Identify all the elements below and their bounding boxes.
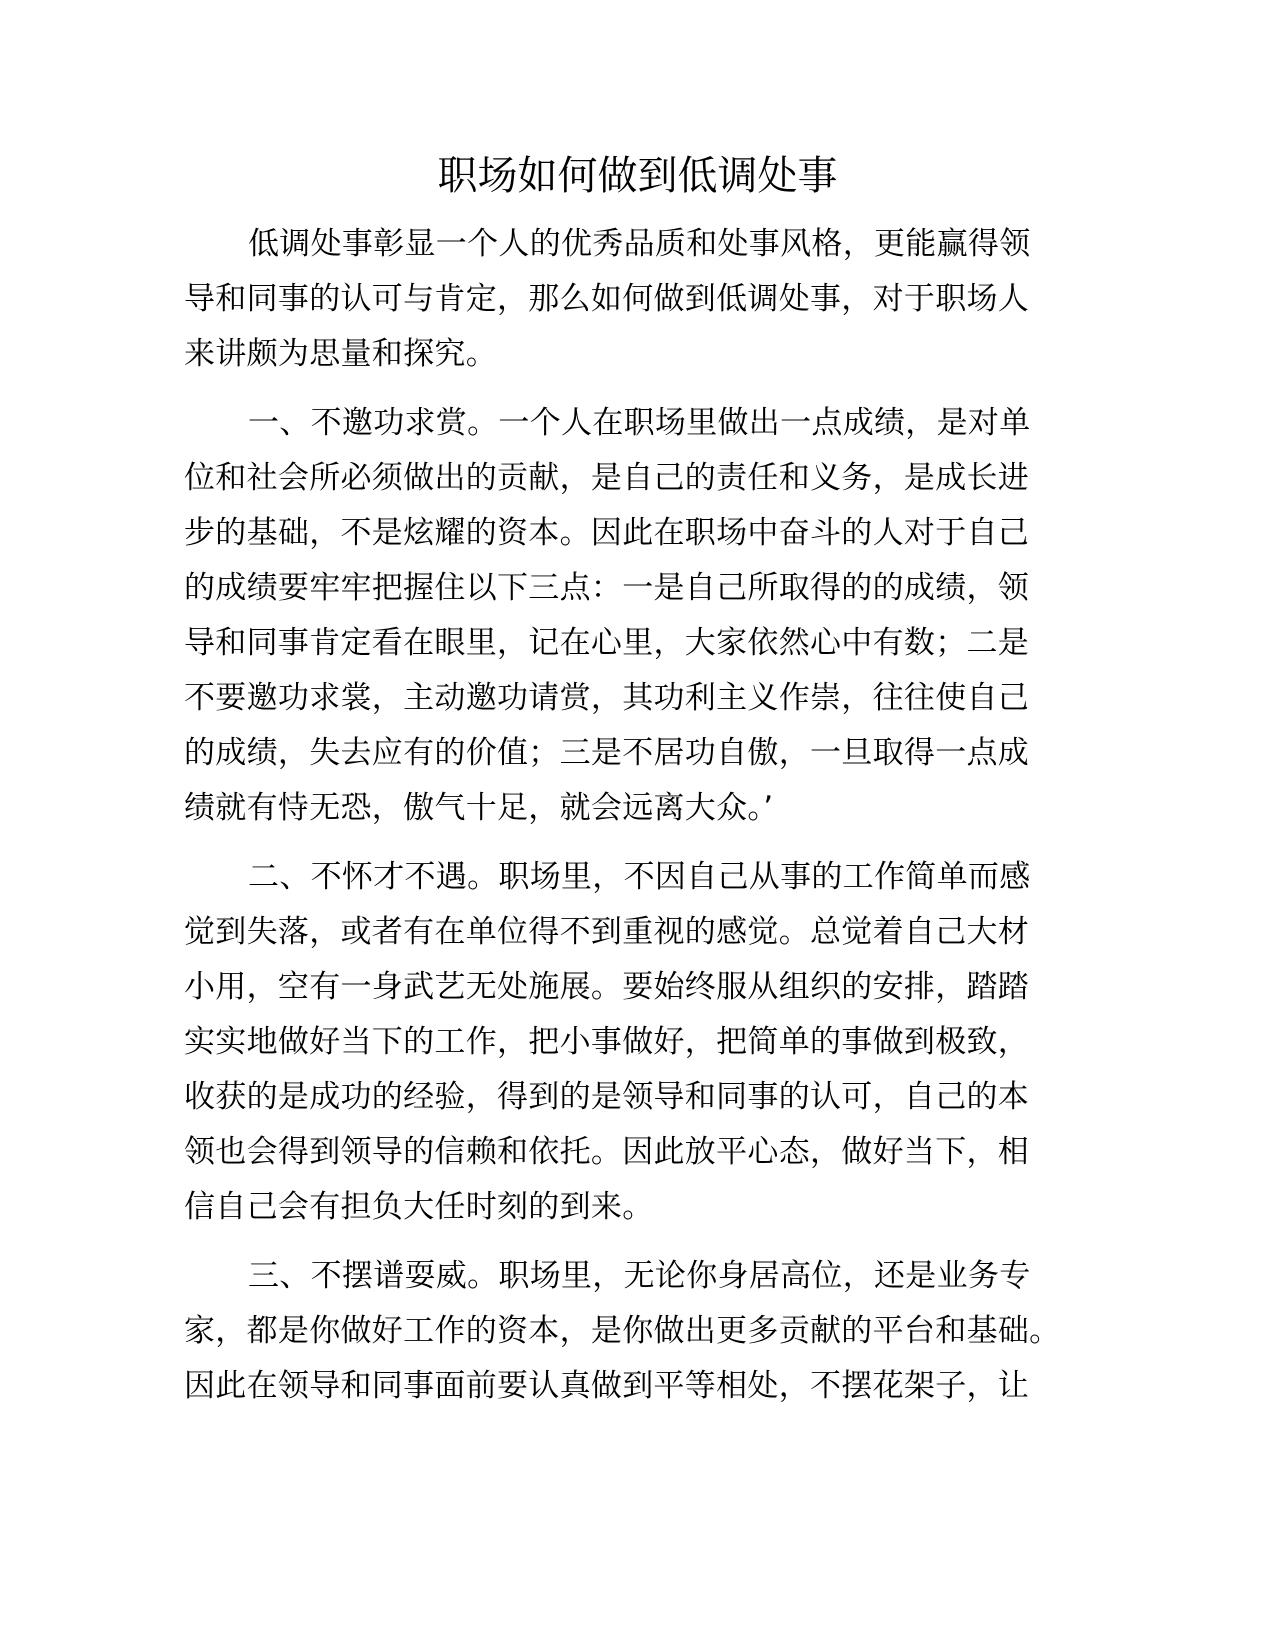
- paragraph-line: 绩就有恃无恐，傲气十足，就会远离大众。’: [184, 790, 774, 826]
- paragraph-line: 位和社会所必须做出的贡献，是自己的责任和义务，是成长进: [184, 460, 1030, 496]
- paragraph-line: 小用，空有一身武艺无处施展。要始终服从组织的安排，踏踏: [184, 969, 1030, 1005]
- paragraph-line: 觉到失落，或者有在单位得不到重视的感觉。总觉着自己大材: [184, 914, 1030, 950]
- paragraph-line: 实实地做好当下的工作，把小事做好，把简单的事做到极致，: [184, 1024, 1030, 1060]
- paragraph-line: 导和同事肯定看在眼里，记在心里，大家依然心中有数；二是: [184, 625, 1030, 661]
- paragraph-line: 来讲颇为思量和探究。: [184, 336, 497, 372]
- paragraph-line: 因此在领导和同事面前要认真做到平等相处，不摆花架子，让: [184, 1368, 1030, 1404]
- paragraph-line: 领也会得到领导的信赖和依托。因此放平心态，做好当下，相: [184, 1134, 1030, 1170]
- paragraph-line: 家，都是你做好工作的资本，是你做出更多贡献的平台和基础。: [184, 1313, 1061, 1349]
- document-title: 职场如何做到低调处事: [437, 153, 838, 199]
- paragraph-line: 信自己会有担负大任时刻的到来。: [184, 1189, 654, 1225]
- paragraph-line: 一、不邀功求赏。一个人在职场里做出一点成绩，是对单: [248, 405, 1031, 441]
- paragraph-line: 收获的是成功的经验，得到的是领导和同事的认可，自己的本: [184, 1079, 1030, 1115]
- paragraph-line: 低调处事彰显一个人的优秀品质和处事风格，更能赢得领: [248, 226, 1031, 262]
- paragraph-line: 的成绩，失去应有的价值；三是不居功自傲，一旦取得一点成: [184, 735, 1030, 771]
- paragraph-line: 导和同事的认可与肯定，那么如何做到低调处事，对于职场人: [184, 281, 1030, 317]
- paragraph-line: 不要邀功求裳，主动邀功请赏，其功利主义作崇，往往使自己: [184, 680, 1030, 716]
- paragraph-line: 的成绩要牢牢把握住以下三点：一是自己所取得的的成绩，领: [184, 570, 1030, 606]
- paragraph-line: 二、不怀才不遇。职场里，不因自己从事的工作简单而感: [248, 859, 1031, 895]
- paragraph-line: 步的基础，不是炫耀的资本。因此在职场中奋斗的人对于自己: [184, 515, 1030, 551]
- paragraph-line: 三、不摆谱耍威。职场里，无论你身居高位，还是业务专: [248, 1258, 1031, 1294]
